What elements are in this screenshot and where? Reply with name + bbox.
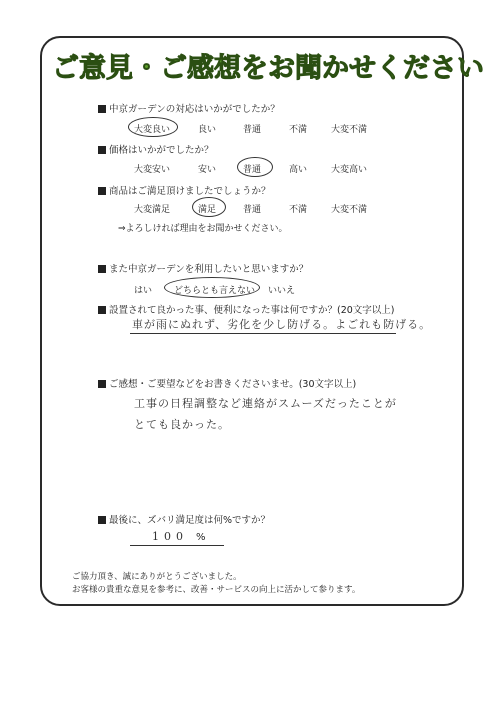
question-7 bbox=[98, 512, 270, 526]
question-2 bbox=[98, 142, 214, 156]
satisfaction-value: 100 bbox=[152, 530, 188, 543]
question-3 bbox=[98, 183, 271, 197]
page-title: ご意見・ご感想をお聞かせください bbox=[52, 53, 484, 84]
q3-reason-note: ⇒よろしければ理由をお聞かせください。 bbox=[118, 224, 288, 234]
q6-handwritten-answer-line-2: とても良かった。 bbox=[134, 418, 230, 431]
footer-thanks: ご協力頂き、誠にありがとうございました。 bbox=[72, 572, 242, 582]
bullet-icon bbox=[98, 146, 106, 154]
question-1-label: 中京ガーデンの対応はいかがでしたか？ bbox=[109, 104, 280, 115]
question-1 bbox=[98, 101, 280, 115]
q3-option-2[interactable]: 満足 bbox=[198, 205, 217, 215]
q2-option-4[interactable]: 高い bbox=[289, 165, 308, 175]
question-6 bbox=[98, 376, 356, 390]
q2-option-2[interactable]: 安い bbox=[198, 165, 217, 175]
q4-selection-circle bbox=[164, 277, 260, 298]
q1-option-1[interactable]: 大変良い bbox=[134, 125, 171, 135]
q5-answer-line bbox=[130, 333, 396, 334]
q3-selection-circle bbox=[192, 197, 226, 217]
q3-option-3[interactable]: 普通 bbox=[243, 205, 262, 215]
question-5 bbox=[98, 302, 395, 316]
q2-option-1[interactable]: 大変安い bbox=[134, 165, 171, 175]
question-3-label: 商品はご満足頂けましたでしょうか？ bbox=[109, 186, 271, 197]
q2-selection-circle bbox=[237, 157, 273, 177]
q3-option-1[interactable]: 大変満足 bbox=[134, 205, 171, 215]
satisfaction-unit: % bbox=[196, 532, 206, 543]
satisfaction-answer-line bbox=[130, 545, 224, 546]
q2-option-3[interactable]: 普通 bbox=[243, 165, 262, 175]
bullet-icon bbox=[98, 265, 106, 273]
q4-option-3[interactable]: いいえ bbox=[268, 286, 296, 296]
q1-option-3[interactable]: 普通 bbox=[243, 125, 262, 135]
q2-option-5[interactable]: 大変高い bbox=[331, 165, 368, 175]
bullet-icon bbox=[98, 516, 106, 524]
footer-message: お客様の貴重な意見を参考に、改善・サービスの向上に活かして参ります。 bbox=[72, 585, 361, 595]
bullet-icon bbox=[98, 380, 106, 388]
question-4-label: また中京ガーデンを利用したいと思いますか？ bbox=[109, 264, 309, 275]
bullet-icon bbox=[98, 187, 106, 195]
question-7-label: 最後に、ズバリ満足度は何%ですか？ bbox=[109, 515, 271, 526]
q1-option-2[interactable]: 良い bbox=[198, 125, 217, 135]
q1-option-5[interactable]: 大変不満 bbox=[331, 125, 368, 135]
q4-option-2[interactable]: どちらとも言えない bbox=[174, 286, 256, 296]
q6-handwritten-answer-line-1: 工事の日程調整など連絡がスムーズだったことが bbox=[134, 397, 397, 410]
question-5-label: 設置されて良かった事、便利になった事は何ですか？(20文字以上) bbox=[109, 305, 395, 316]
bullet-icon bbox=[98, 306, 106, 314]
q5-handwritten-answer: 車が雨にぬれず、劣化を少し防げる。よごれも防げる。 bbox=[132, 318, 432, 331]
bullet-icon bbox=[98, 105, 106, 113]
q4-option-1[interactable]: はい bbox=[134, 286, 153, 296]
question-6-label: ご感想・ご要望などをお書きくださいませ。(30文字以上) bbox=[109, 379, 357, 390]
q1-option-4[interactable]: 不満 bbox=[289, 125, 308, 135]
q1-selection-circle bbox=[128, 117, 178, 137]
q3-option-4[interactable]: 不満 bbox=[289, 205, 308, 215]
question-4 bbox=[98, 261, 308, 275]
question-2-label: 価格はいかがでしたか？ bbox=[109, 145, 214, 156]
q3-option-5[interactable]: 大変不満 bbox=[331, 205, 368, 215]
